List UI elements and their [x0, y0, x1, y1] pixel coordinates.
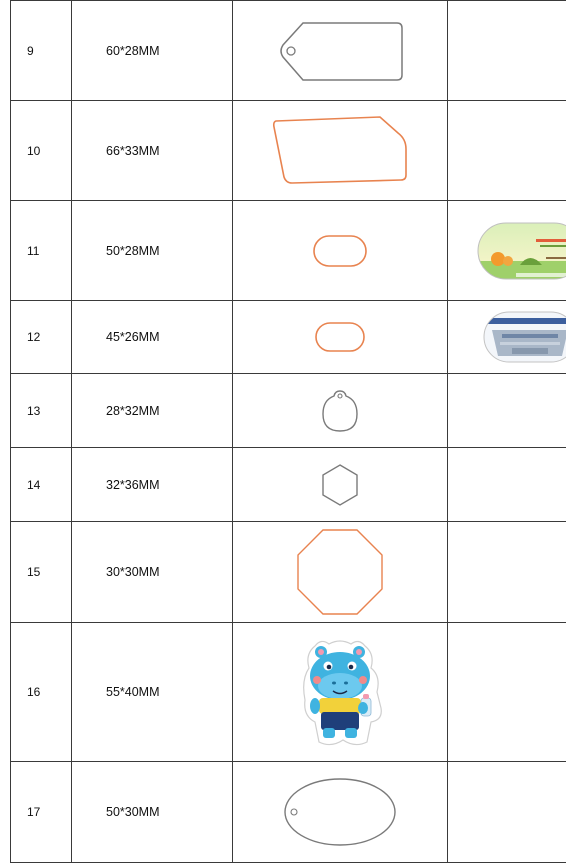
round-tag-outline-icon: [319, 387, 361, 435]
tag-outline-icon: [275, 19, 405, 83]
sample-cell: [448, 301, 566, 374]
oval-outline-icon: [282, 776, 398, 848]
row-size: 45*26MM: [72, 301, 233, 374]
sample-cell: [448, 101, 566, 201]
row-size: 55*40MM: [72, 623, 233, 762]
capsule-building-print-icon: [482, 310, 566, 364]
octagon-shape-outline: [233, 522, 448, 623]
row-size: 30*30MM: [72, 522, 233, 623]
sample-cell: [448, 623, 566, 762]
table-row: [11, 522, 566, 623]
sample-cell: [448, 448, 566, 522]
hexagon-outline-icon: [320, 463, 360, 507]
row-size: 60*28MM: [72, 1, 233, 101]
sample-cell: [448, 374, 566, 448]
hexagon-shape-outline: [233, 448, 448, 522]
row-index: 12: [11, 301, 72, 374]
spec-sheet: [10, 0, 557, 862]
sample-cell: [448, 762, 566, 863]
sample-cell: [448, 1, 566, 101]
capsule-autumn-print-icon: [476, 221, 566, 281]
row-index: 17: [11, 762, 72, 863]
table-row: [11, 201, 566, 301]
row-index: 15: [11, 522, 72, 623]
table-row: [11, 301, 566, 374]
row-index: 13: [11, 374, 72, 448]
capsule-outline-icon: [312, 234, 368, 268]
hippo-mascot-icon: [295, 636, 385, 748]
capsule-shape-outline: [233, 301, 448, 374]
table-row: [11, 101, 566, 201]
capsule-outline-icon: [314, 321, 366, 353]
row-index: 10: [11, 101, 72, 201]
row-index: 9: [11, 1, 72, 101]
sample-cell: [448, 522, 566, 623]
oval-shape-outline: [233, 762, 448, 863]
row-size: 28*32MM: [72, 374, 233, 448]
trapezoid-shape-outline: [233, 101, 448, 201]
sample-cell: [448, 201, 566, 301]
table-row: [11, 374, 566, 448]
row-size: 32*36MM: [72, 448, 233, 522]
row-size: 50*30MM: [72, 762, 233, 863]
shape-size-table: [10, 0, 566, 863]
row-index: 11: [11, 201, 72, 301]
table-row: [11, 762, 566, 863]
table-row: [11, 448, 566, 522]
capsule-shape-outline: [233, 201, 448, 301]
tag-shape-outline: [233, 1, 448, 101]
hippo-mascot-shape: [233, 623, 448, 762]
row-index: 16: [11, 623, 72, 762]
table-row: [11, 623, 566, 762]
row-size: 66*33MM: [72, 101, 233, 201]
octagon-outline-icon: [296, 528, 384, 616]
table-row: [11, 1, 566, 101]
trapezoid-outline-icon: [270, 115, 410, 187]
row-size: 50*28MM: [72, 201, 233, 301]
round-tag-shape-outline: [233, 374, 448, 448]
row-index: 14: [11, 448, 72, 522]
